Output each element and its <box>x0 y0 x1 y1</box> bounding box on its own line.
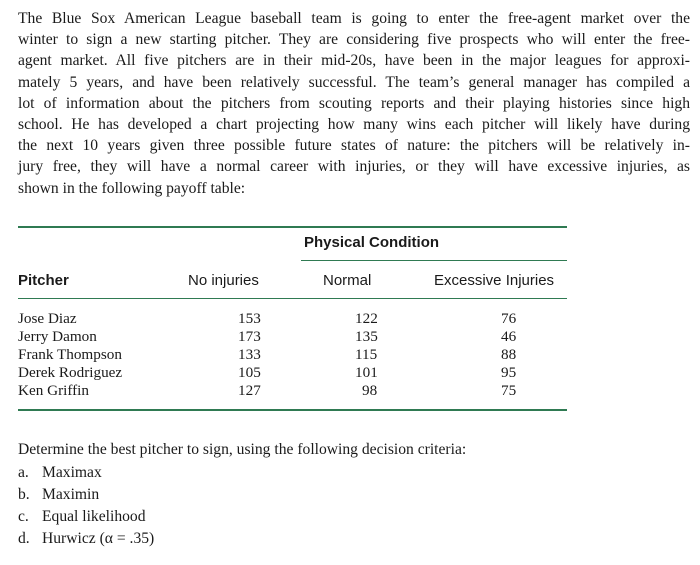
no-injuries-value: 133 <box>238 346 261 363</box>
pitcher-name: Jose Diaz <box>18 310 77 327</box>
group-header: Physical Condition <box>304 234 440 251</box>
no-injuries-value: 105 <box>238 364 261 381</box>
criteria-text: Hurwicz (α = .35) <box>42 530 155 547</box>
criteria-text: Maximax <box>42 464 102 481</box>
excessive-value: 88 <box>501 346 517 363</box>
pitcher-name: Frank Thompson <box>18 346 122 363</box>
intro-line: school. He has developed a chart projecting how many wins each pitcher will likely have during <box>18 116 690 134</box>
pitcher-name: Jerry Damon <box>18 328 97 345</box>
question-text: Determine the best pitcher to sign, using the following decision criteria: <box>18 441 467 458</box>
intro-line: winter to sign a new starting pitcher. They are considering five prospects who will enter the free- <box>18 31 690 49</box>
criteria-text: Equal likelihood <box>42 508 146 525</box>
header-pitcher: Pitcher <box>18 272 69 289</box>
intro-line: mately 5 years, and have been relatively successful. The team’s general manager has compiled a <box>18 73 690 91</box>
criteria-item <box>18 528 154 550</box>
pitcher-name: Ken Griffin <box>18 382 89 399</box>
normal-value: 122 <box>355 310 378 327</box>
criteria-label: b. <box>18 486 30 503</box>
header-excessive-injuries: Excessive Injuries <box>434 272 555 289</box>
normal-value: 135 <box>355 328 378 345</box>
intro-line: The Blue Sox American League baseball team is going to enter the free-agent market over the <box>18 10 690 27</box>
criteria-label: c. <box>18 508 29 525</box>
problem-intro <box>18 8 690 199</box>
table-header-rule <box>18 298 567 299</box>
header-no-injuries: No injuries <box>188 272 259 289</box>
excessive-value: 76 <box>501 310 517 327</box>
criteria-item <box>18 484 154 506</box>
table-row <box>18 310 567 328</box>
table-bottom-rule <box>18 409 567 411</box>
criteria-item <box>18 462 154 484</box>
table-top-rule <box>18 226 567 228</box>
criteria-label: a. <box>18 464 29 481</box>
normal-value: 101 <box>355 364 378 381</box>
group-header-rule <box>301 260 567 261</box>
criteria-label: d. <box>18 530 30 547</box>
criteria-list <box>18 462 154 550</box>
intro-line: lot of information about the pitchers from scouting reports and their playing histories since high <box>18 94 690 112</box>
no-injuries-value: 127 <box>238 382 261 399</box>
excessive-value: 75 <box>501 382 517 399</box>
criteria-text: Maximin <box>42 486 100 503</box>
excessive-value: 46 <box>501 328 517 345</box>
table-row <box>18 364 567 382</box>
table-row <box>18 346 567 364</box>
normal-value: 98 <box>362 382 378 399</box>
intro-line: shown in the following payoff table: <box>18 179 246 197</box>
normal-value: 115 <box>355 346 378 363</box>
header-normal: Normal <box>323 272 372 289</box>
excessive-value: 95 <box>501 364 517 381</box>
intro-line: jury free, they will have a normal career with injuries, or they will have excessive injuries, as <box>18 158 690 176</box>
payoff-table-body <box>18 310 567 400</box>
table-row <box>18 328 567 346</box>
pitcher-name: Derek Rodriguez <box>18 364 123 381</box>
no-injuries-value: 153 <box>238 310 261 327</box>
criteria-item <box>18 506 154 528</box>
intro-line: the next 10 years given three possible future states of nature: the pitchers will be relatively in- <box>18 137 690 155</box>
no-injuries-value: 173 <box>238 328 261 345</box>
intro-line: agent market. All five pitchers are in their mid-20s, have been in the major leagues for approxi- <box>18 52 690 70</box>
table-row <box>18 382 567 400</box>
